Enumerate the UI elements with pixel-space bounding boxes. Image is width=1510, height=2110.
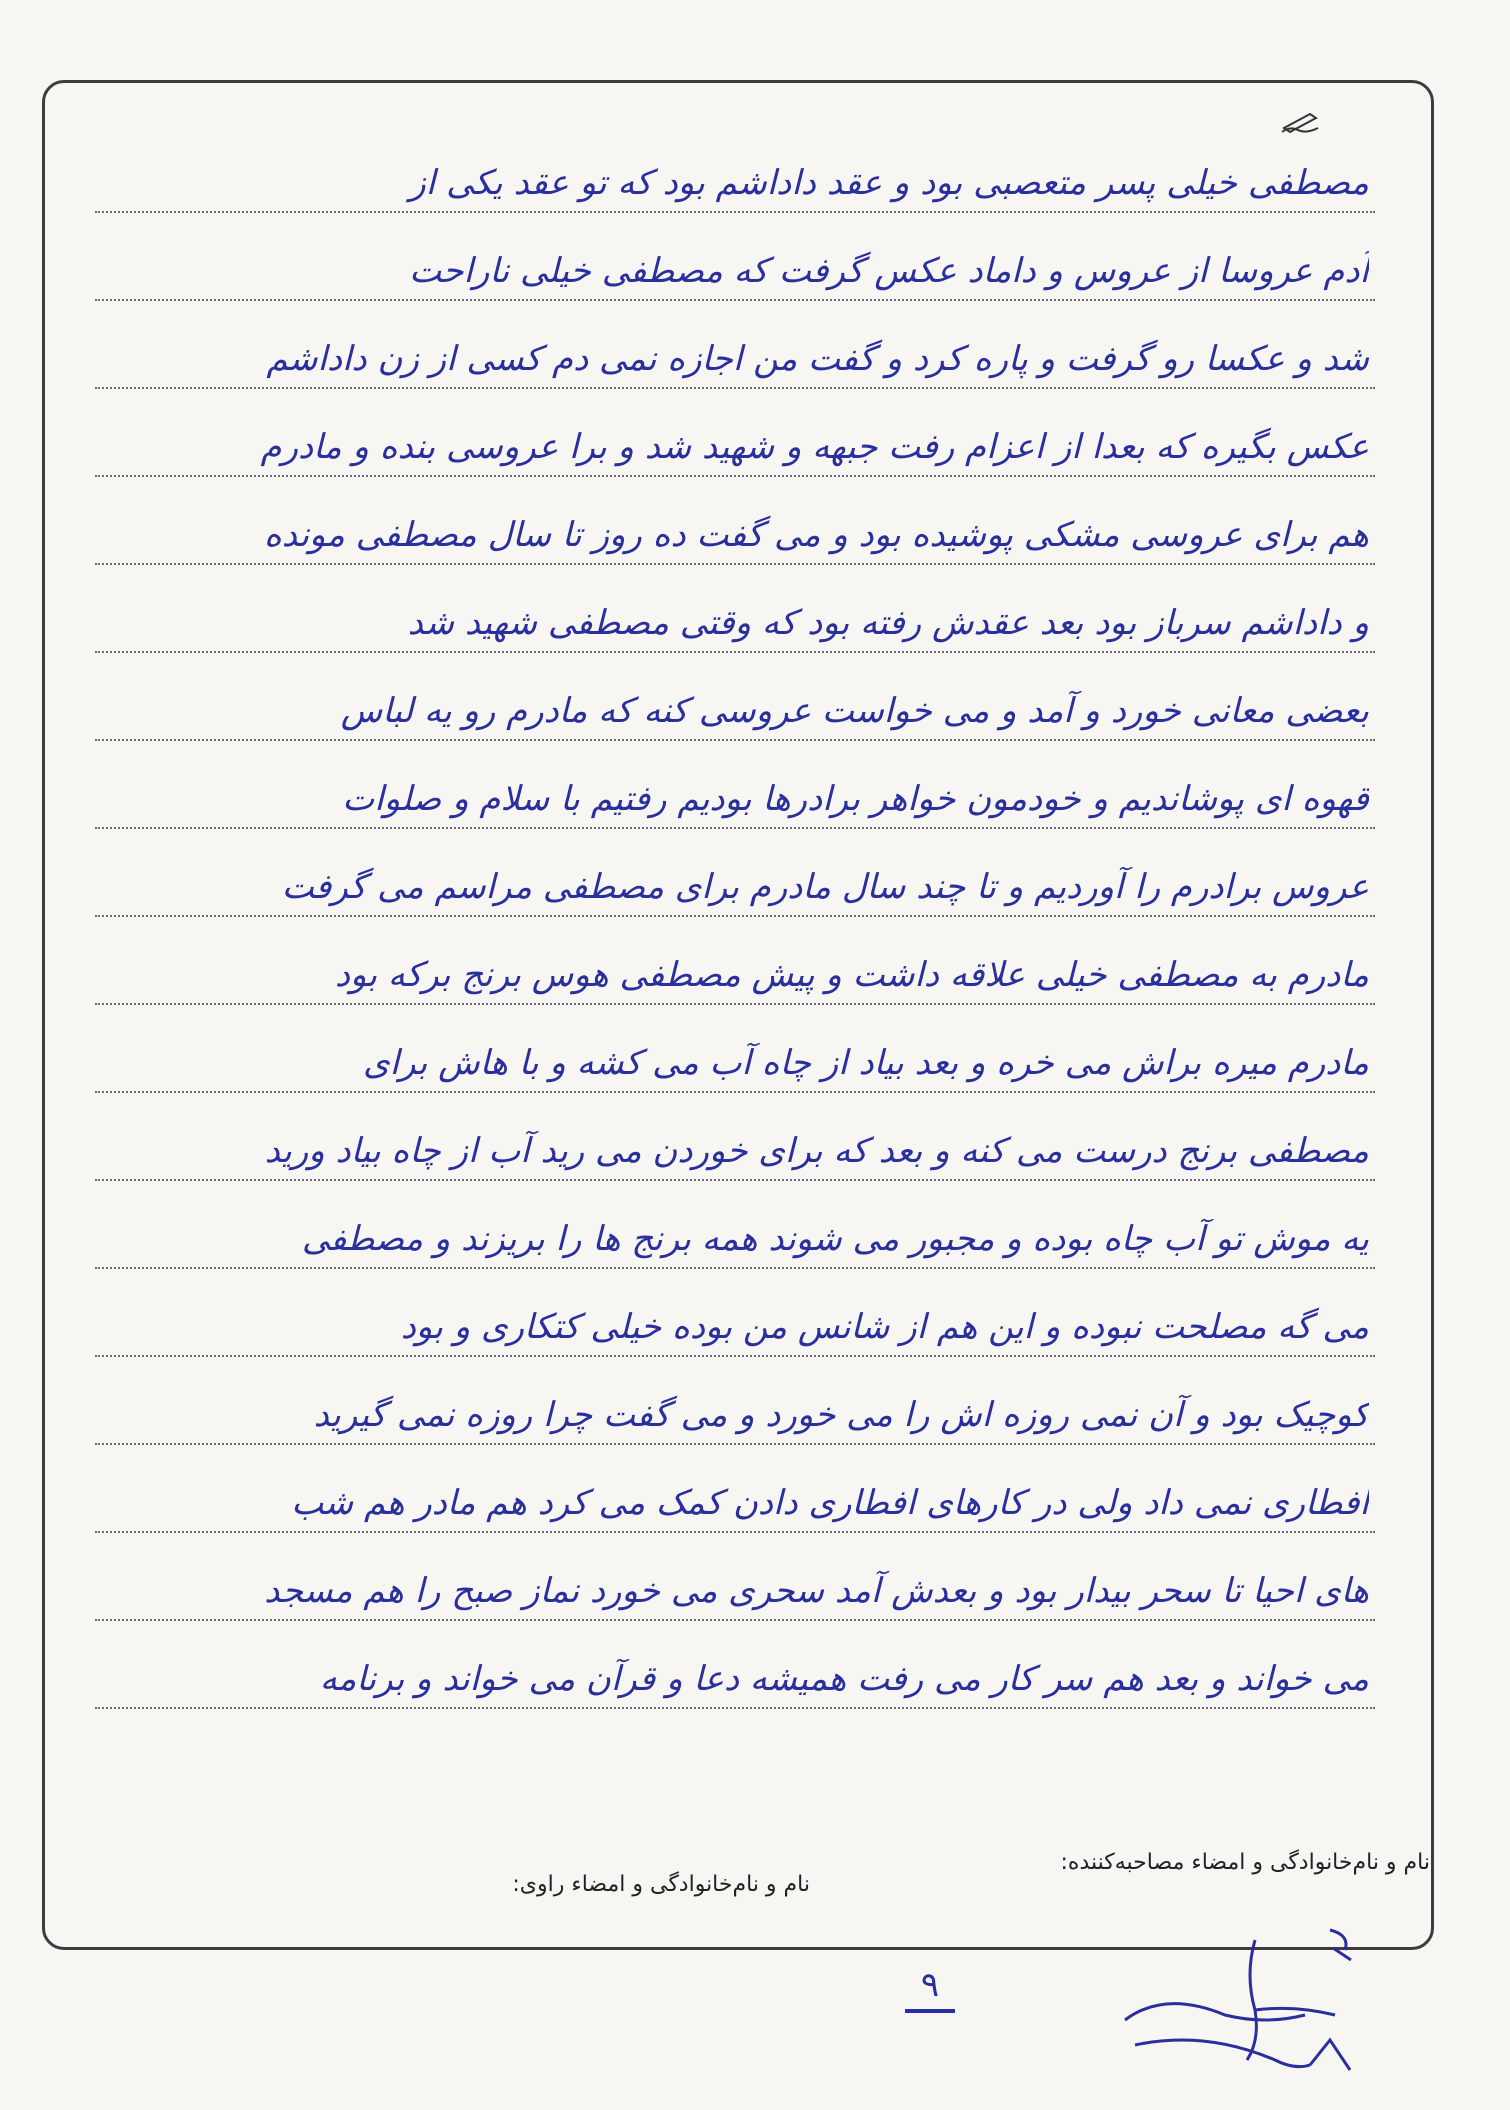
text-line — [95, 1269, 1375, 1357]
line-text: کوچیک بود و آن نمی روزه اش را می خورد و می گفت چرا روزه نمی گیرید — [313, 1395, 1369, 1435]
line-text: هم برای عروسی مشکی پوشیده بود و می گفت ده روز تا سال مصطفی مونده — [263, 515, 1369, 555]
text-line — [95, 213, 1375, 301]
handwritten-text-block — [95, 125, 1375, 1709]
text-line — [95, 1005, 1375, 1093]
line-text: عروس برادرم را آوردیم و تا چند سال مادرم برای مصطفی مراسم می گرفت — [281, 867, 1369, 907]
text-line — [95, 389, 1375, 477]
interviewer-signature-label: نام و نام‌خانوادگی و امضاء مصاحبه‌کننده: — [1060, 1850, 1430, 1875]
page-number: ۹ — [905, 1965, 955, 2013]
text-line — [95, 653, 1375, 741]
text-line — [95, 125, 1375, 213]
text-line — [95, 829, 1375, 917]
line-text: می خواند و بعد هم سر کار می رفت همیشه دعا و قرآن می خواند و برنامه — [319, 1659, 1369, 1699]
line-text: یه موش تو آب چاه بوده و مجبور می شوند همه برنج ها را بریزند و مصطفی — [301, 1219, 1369, 1259]
narrator-signature-label: نام و نام‌خانوادگی و امضاء راوی: — [512, 1872, 810, 1897]
line-text: می گه مصلحت نبوده و این هم از شانس من بوده خیلی کتکاری و بود — [400, 1307, 1369, 1347]
text-line — [95, 1181, 1375, 1269]
line-text: مصطفی برنج درست می کنه و بعد که برای خوردن می رید آب از چاه بیاد ورید — [264, 1131, 1369, 1171]
line-text: مصطفی خیلی پسر متعصبی بود و عقد داداشم بود که تو عقد یکی از — [409, 163, 1369, 203]
line-text: بعضی معانی خورد و آمد و می خواست عروسی کنه که مادرم رو یه لباس — [340, 691, 1369, 731]
line-text: افطاری نمی داد ولی در کارهای افطاری دادن کمک می کرد هم مادر هم شب — [291, 1483, 1369, 1523]
text-line — [95, 565, 1375, 653]
signature — [1105, 1920, 1365, 2090]
line-text: و داداشم سرباز بود بعد عقدش رفته بود که وقتی مصطفی شهید شد — [407, 603, 1369, 643]
text-line — [95, 917, 1375, 1005]
line-text: قهوه ای پوشاندیم و خودمون خواهر برادرها بودیم رفتیم با سلام و صلوات — [342, 779, 1369, 819]
text-line — [95, 1093, 1375, 1181]
line-text: های احیا تا سحر بیدار بود و بعدش آمد سحری می خورد نماز صبح را هم مسجد — [264, 1571, 1369, 1611]
text-line — [95, 1621, 1375, 1709]
text-line — [95, 1445, 1375, 1533]
line-text: مادرم به مصطفی خیلی علاقه داشت و پیش مصطفی هوس برنج برکه بود — [334, 955, 1369, 995]
text-line — [95, 1533, 1375, 1621]
line-text: شد و عکسا رو گرفت و پاره کرد و گفت من اجازه نمی دم کسی از زن داداشم — [266, 339, 1369, 379]
text-line — [95, 741, 1375, 829]
text-line — [95, 301, 1375, 389]
line-text: مادرم میره براش می خره و بعد بیاد از چاه آب می کشه و با هاش برای — [363, 1043, 1369, 1083]
text-line — [95, 477, 1375, 565]
line-text: آدم عروسا از عروس و داماد عکس گرفت که مصطفی خیلی ناراحت — [409, 251, 1369, 291]
line-text: عکس بگیره که بعدا از اعزام رفت جبهه و شهید شد و برا عروسی بنده و مادرم — [260, 427, 1369, 467]
text-line — [95, 1357, 1375, 1445]
